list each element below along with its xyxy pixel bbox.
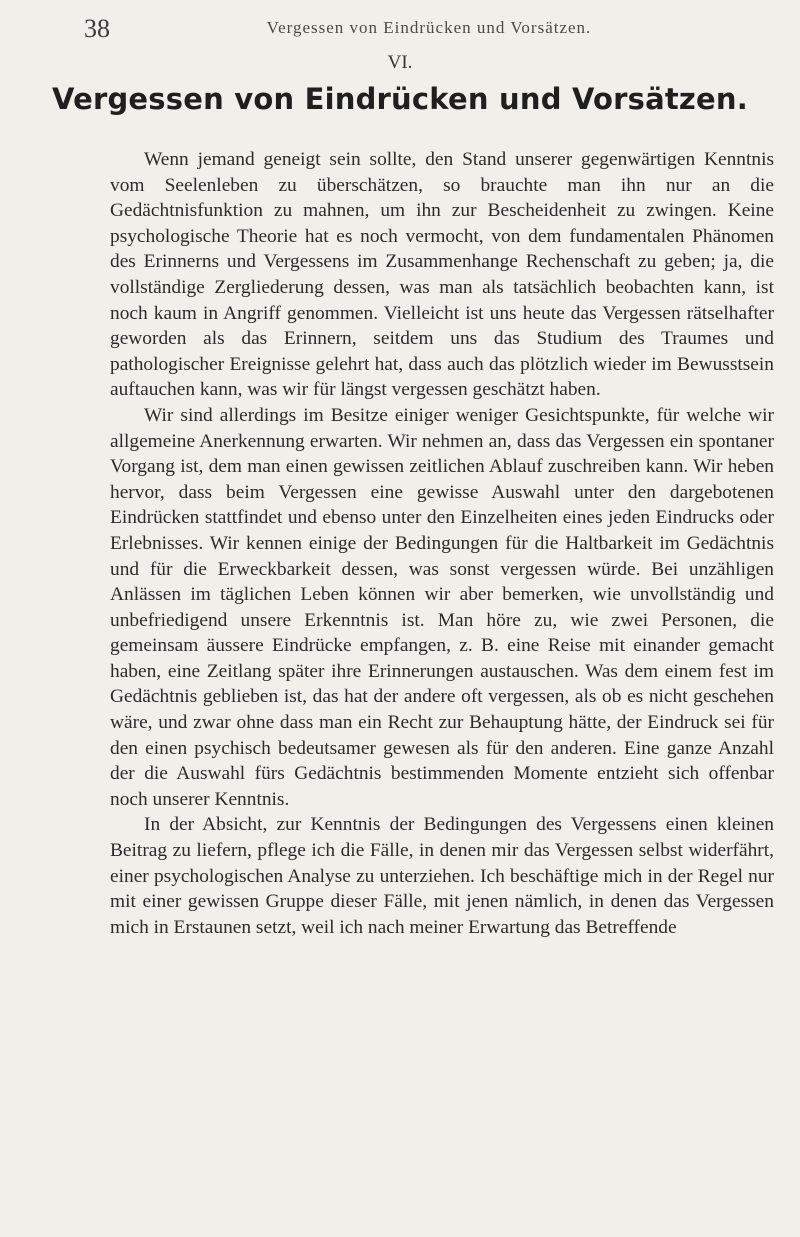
paragraph: In der Absicht, zur Kenntnis der Bedingungen des Vergessens einen kleinen Beitrag zu liefern, pflege ich die Fälle, in denen mir das Vergessen selbst widerfährt, einer psychologischen Analyse zu unterziehen. Ich beschäftige mich in der Regel nur mit einer gewissen Gruppe dieser Fälle, mit jenen nämlich, in denen das Vergessen mich in Erstaunen setzt, weil ich nach meiner Erwartung das Betreffende [110, 814, 774, 938]
chapter-number: VI. [387, 52, 413, 73]
running-head [84, 14, 774, 44]
body-text [110, 147, 774, 940]
paragraph: Wenn jemand geneigt sein sollte, den Stand unserer gegenwärtigen Kenntnis vom Seelenleben zu überschätzen, so brauchte man ihn nur an die Gedächtnisfunktion zu mahnen, um ihn zur Bescheidenheit zu zwingen. Keine psychologische Theorie hat es noch vermocht, von dem fundamentalen Phänomen des Erinnerns und Vergessens im Zusammenhange Rechenschaft zu geben; ja, die vollständige Zergliederung dessen, was man als tatsächlich beobachten kann, ist noch kaum in Angriff genommen. Vielleicht ist uns heute das Vergessen rätselhafter geworden als das Erinnern, seitdem uns das Studium des Traumes und pathologischer Ereignisse gelehrt hat, dass auch das plötzlich wieder im Bewusstsein auftauchen kann, was wir für längst vergessen geschätzt haben. [110, 149, 774, 401]
page-number: 38 [84, 14, 110, 43]
paragraph: Wir sind allerdings im Besitze einiger weniger Gesichtspunkte, für welche wir allgemeine Anerkennung erwarten. Wir nehmen an, dass das Vergessen ein spontaner Vorgang ist, dem man einen gewissen zeitlichen Ablauf zuschreiben kann. Wir heben hervor, dass beim Vergessen eine gewisse Auswahl unter den dargebotenen Eindrücken stattfindet und ebenso unter den Einzelheiten eines jeden Eindrucks oder Erlebnisses. Wir kennen einige der Bedingungen für die Haltbarkeit im Gedächtnis und für die Erweckbarkeit dessen, was sonst vergessen würde. Bei unzähligen Anlässen im täglichen Leben können wir aber bemerken, wie unvollständig und unbefriedigend unsere Erkenntnis ist. Man höre zu, wie zwei Personen, die gemeinsam äussere Eindrücke empfangen, z. B. eine Reise mit einander gemacht haben, eine Zeitlang später ihre Erinnerungen austauschen. Was dem einem fest im Gedächtnis geblieben ist, das hat der andere oft vergessen, als ob es nicht geschehen wäre, und zwar ohne dass man ein Recht zur Behauptung hätte, der Eindruck sei für den einen psychisch bedeutsamer gewesen als für den anderen. Eine ganze Anzahl der die Auswahl fürs Gedächtnis bestimmenden Momente entzieht sich offenbar noch unserer Kenntnis. [110, 404, 774, 810]
running-title: Vergessen von Eindrücken und Vorsätzen. [266, 18, 592, 37]
chapter-title: Vergessen von Eindrücken und Vorsätzen. [52, 82, 748, 116]
